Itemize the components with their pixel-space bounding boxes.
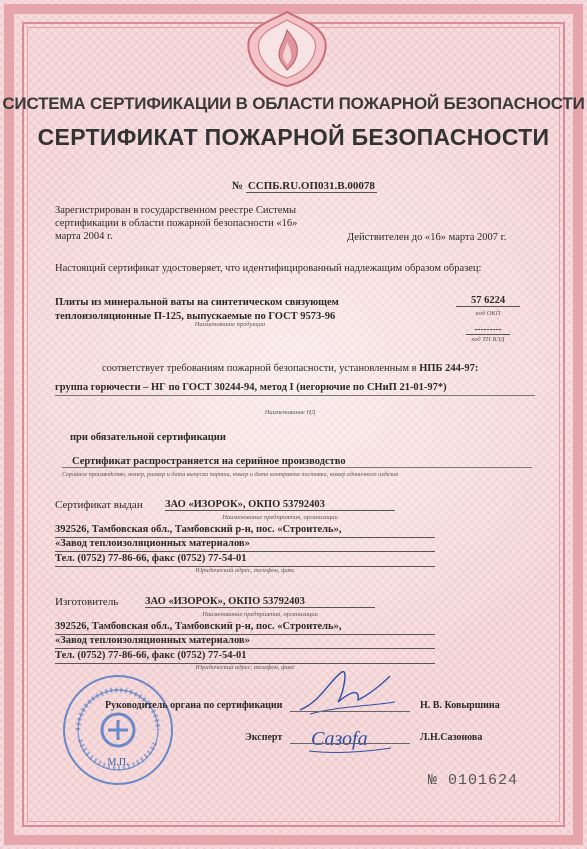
product-caption: Наименование продукции (194, 321, 266, 328)
flammability-group: группа горючести – НГ по ГОСТ 30244-94, метод I (негорючие по СНиП 21-01-97*) (55, 382, 535, 396)
product-name: Плиты из минеральной ваты на синтетическом связующем теплоизоляционные П-125, выпускаемые по ГОСТ 9573-96 (55, 297, 339, 322)
expert-name: Л.Н.Сазонова (420, 732, 483, 743)
registration-text: Зарегистрирован в государственном реестре Системы сертификации в области пожарной безопасности «16» марта 2004 г. (55, 205, 298, 242)
issued-to-address-caption: Юридический адрес, телефон, факс (195, 567, 295, 574)
issued-to-address-line1: 392526, Тамбовская обл., Тамбовский р-н, пос. «Строитель», (55, 523, 435, 538)
manufacturer-address-caption: Юридический адрес, телефон, факс (195, 664, 295, 671)
issued-to-org-caption: Наименование предприятия, организации (222, 514, 338, 521)
number-value: ССПБ.RU.ОП031.В.00078 (247, 180, 375, 192)
fire-emblem-icon (241, 6, 333, 90)
valid-until: Действителен до «16» марта 2007 г. (347, 232, 507, 243)
svg-text:Сазоfа: Сазоfа (311, 728, 368, 750)
expert-signature-line (290, 743, 410, 744)
system-title: СИСТЕМА СЕРТИФИКАЦИИ В ОБЛАСТИ ПОЖАРНОЙ БЕЗОПАСНОСТИ (2, 94, 585, 113)
head-signature-line (290, 711, 410, 712)
conformity-text: соответствует требованиям пожарной безопасности, установленным в (102, 363, 417, 374)
manufacturer-address-line1: 392526, Тамбовская обл., Тамбовский р-н, пос. «Строитель», (55, 620, 435, 635)
serial-scope: Сертификат распространяется на серийное производство (62, 456, 532, 468)
stamp-mark: М.П. (107, 757, 129, 768)
tnved-code: --------- (466, 325, 510, 335)
okp-code: 57 6224 (456, 295, 520, 307)
manufacturer-address-line2: «Завод теплоизоляционных материалов» (55, 634, 435, 649)
issued-to-address-line3: Тел. (0752) 77-86-66, факс (0752) 77-54-01 (55, 552, 435, 567)
expert-signature (305, 718, 395, 758)
number-prefix: № (232, 180, 244, 192)
manufacturer-address-line3: Тел. (0752) 77-86-66, факс (0752) 77-54-01 (55, 649, 435, 664)
manufacturer-label: Изготовитель (55, 596, 119, 608)
manufacturer-org-caption: Наименование предприятия, организации (202, 611, 318, 618)
certificate-number (232, 180, 377, 192)
serial-scope-caption: Серийное производство, номер, размер и дата выпуска партии, номер и дата контракта поставки, номер единичного изделия (62, 471, 399, 478)
conformity-norm: НПБ 244-97: (419, 363, 479, 374)
issued-to-address-line2: «Завод теплоизоляционных материалов» (55, 537, 435, 552)
intro-text: Настоящий сертификат удостоверяет, что идентифицированный надлежащим образом образец: (55, 263, 482, 274)
form-serial-number: № 0101624 (428, 772, 519, 789)
expert-label: Эксперт (245, 732, 283, 743)
manufacturer-org: ЗАО «ИЗОРОК», ОКПО 53792403 (145, 596, 375, 608)
document-title: СЕРТИФИКАТ ПОЖАРНОЙ БЕЗОПАСНОСТИ (37, 124, 550, 150)
issued-to-label: Сертификат выдан (55, 499, 143, 511)
issued-to-org: ЗАО «ИЗОРОК», ОКПО 53792403 (165, 499, 395, 511)
head-signature-icon (290, 662, 400, 722)
conformity-statement (102, 363, 478, 374)
tnved-caption: код ТН ВЭД (471, 336, 505, 343)
head-name: Н. В. Ковыршина (420, 700, 500, 711)
mandatory-certification: при обязательной сертификации (70, 432, 226, 443)
nd-caption: Наименование НД (264, 409, 316, 416)
okp-caption: код ОКП (475, 310, 501, 317)
seal-stamp-icon (58, 670, 178, 790)
head-label: Руководитель органа по сертификации (105, 700, 283, 711)
